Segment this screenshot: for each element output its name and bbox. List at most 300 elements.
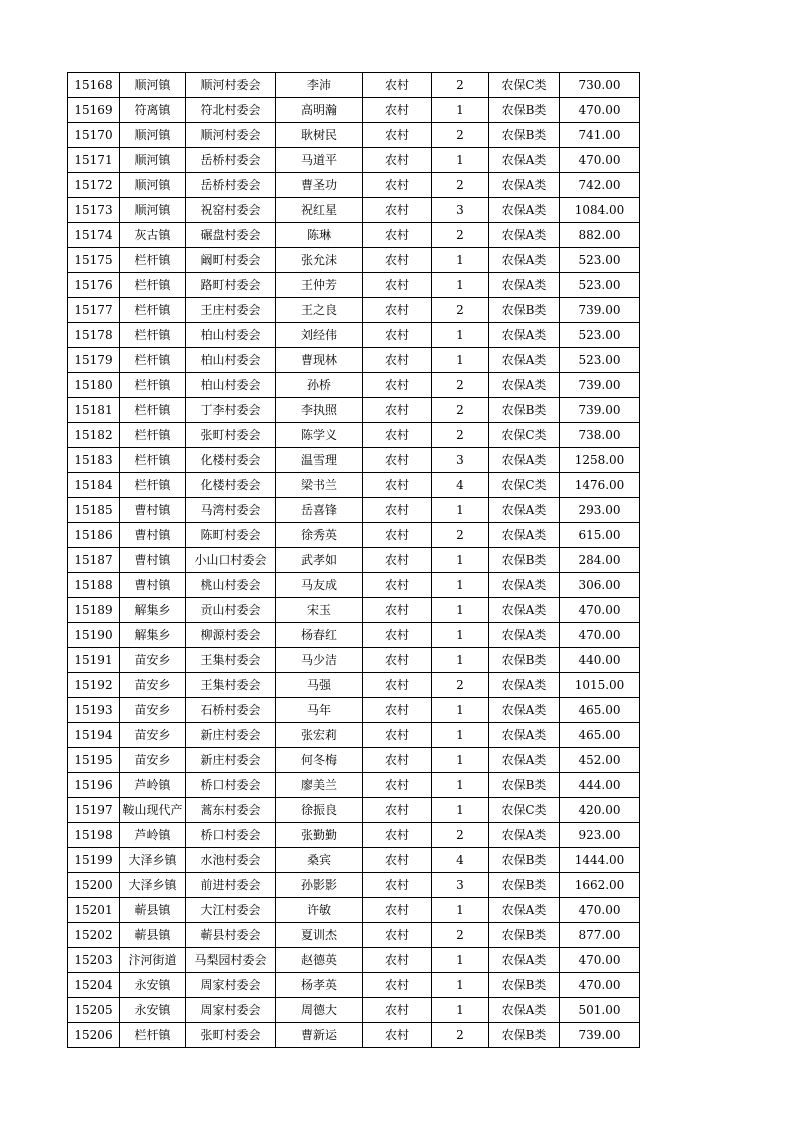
town-cell: 灰古镇 (120, 223, 186, 248)
table-row (68, 373, 640, 398)
amount-cell: 742.00 (560, 173, 640, 198)
village-committee-cell: 新庄村委会 (186, 723, 276, 748)
amount-cell: 293.00 (560, 498, 640, 523)
town-cell: 汴河街道 (120, 948, 186, 973)
record-id-cell: 15188 (68, 573, 120, 598)
record-id-cell: 15178 (68, 323, 120, 348)
village-committee-cell: 祝窑村委会 (186, 198, 276, 223)
record-id-cell: 15201 (68, 898, 120, 923)
person-name-cell: 廖美兰 (276, 773, 363, 798)
amount-cell: 1476.00 (560, 473, 640, 498)
table-row (68, 623, 640, 648)
household-count-cell: 2 (432, 123, 489, 148)
town-cell: 永安镇 (120, 998, 186, 1023)
person-name-cell: 温雪理 (276, 448, 363, 473)
table-row (68, 398, 640, 423)
table-row (68, 723, 640, 748)
table-row (68, 73, 640, 98)
household-count-cell: 1 (432, 573, 489, 598)
person-name-cell: 祝红星 (276, 198, 363, 223)
table-row (68, 123, 640, 148)
household-count-cell: 1 (432, 898, 489, 923)
person-name-cell: 马友成 (276, 573, 363, 598)
person-name-cell: 杨春红 (276, 623, 363, 648)
insurance-category-cell: 农保A类 (489, 523, 560, 548)
table-row (68, 998, 640, 1023)
table-row (68, 273, 640, 298)
town-cell: 曹村镇 (120, 498, 186, 523)
amount-cell: 452.00 (560, 748, 640, 773)
town-cell: 栏杆镇 (120, 423, 186, 448)
insurance-category-cell: 农保C类 (489, 798, 560, 823)
amount-cell: 501.00 (560, 998, 640, 1023)
record-id-cell: 15204 (68, 973, 120, 998)
insurance-category-cell: 农保B类 (489, 973, 560, 998)
village-committee-cell: 桃山村委会 (186, 573, 276, 598)
person-name-cell: 杨孝英 (276, 973, 363, 998)
area-type-cell: 农村 (363, 298, 432, 323)
table-row (68, 348, 640, 373)
area-type-cell: 农村 (363, 98, 432, 123)
insurance-category-cell: 农保A类 (489, 573, 560, 598)
record-id-cell: 15184 (68, 473, 120, 498)
town-cell: 苗安乡 (120, 748, 186, 773)
table-row (68, 873, 640, 898)
area-type-cell: 农村 (363, 648, 432, 673)
amount-cell: 923.00 (560, 823, 640, 848)
household-count-cell: 1 (432, 348, 489, 373)
table-row (68, 548, 640, 573)
town-cell: 大泽乡镇 (120, 848, 186, 873)
table-row (68, 248, 640, 273)
amount-cell: 465.00 (560, 723, 640, 748)
village-committee-cell: 符北村委会 (186, 98, 276, 123)
village-committee-cell: 小山口村委会 (186, 548, 276, 573)
table-row (68, 223, 640, 248)
table-row (68, 423, 640, 448)
insurance-category-cell: 农保A类 (489, 598, 560, 623)
amount-cell: 739.00 (560, 1023, 640, 1048)
area-type-cell: 农村 (363, 923, 432, 948)
area-type-cell: 农村 (363, 173, 432, 198)
household-count-cell: 2 (432, 423, 489, 448)
record-id-cell: 15185 (68, 498, 120, 523)
amount-cell: 470.00 (560, 623, 640, 648)
amount-cell: 470.00 (560, 148, 640, 173)
person-name-cell: 曹圣功 (276, 173, 363, 198)
insurance-category-cell: 农保B类 (489, 848, 560, 873)
village-committee-cell: 柳源村委会 (186, 623, 276, 648)
town-cell: 芦岭镇 (120, 823, 186, 848)
town-cell: 解集乡 (120, 623, 186, 648)
area-type-cell: 农村 (363, 823, 432, 848)
town-cell: 顺河镇 (120, 148, 186, 173)
village-committee-cell: 蕲县村委会 (186, 923, 276, 948)
insurance-category-cell: 农保A类 (489, 273, 560, 298)
village-committee-cell: 路町村委会 (186, 273, 276, 298)
town-cell: 永安镇 (120, 973, 186, 998)
record-id-cell: 15179 (68, 348, 120, 373)
insurance-category-cell: 农保A类 (489, 998, 560, 1023)
area-type-cell: 农村 (363, 873, 432, 898)
person-name-cell: 马道平 (276, 148, 363, 173)
area-type-cell: 农村 (363, 273, 432, 298)
village-committee-cell: 贡山村委会 (186, 598, 276, 623)
household-count-cell: 1 (432, 648, 489, 673)
area-type-cell: 农村 (363, 698, 432, 723)
area-type-cell: 农村 (363, 998, 432, 1023)
town-cell: 栏杆镇 (120, 348, 186, 373)
village-committee-cell: 大江村委会 (186, 898, 276, 923)
person-name-cell: 孙影影 (276, 873, 363, 898)
record-id-cell: 15173 (68, 198, 120, 223)
area-type-cell: 农村 (363, 723, 432, 748)
village-committee-cell: 化楼村委会 (186, 473, 276, 498)
amount-cell: 730.00 (560, 73, 640, 98)
town-cell: 曹村镇 (120, 523, 186, 548)
record-id-cell: 15192 (68, 673, 120, 698)
person-name-cell: 马年 (276, 698, 363, 723)
amount-cell: 739.00 (560, 398, 640, 423)
town-cell: 苗安乡 (120, 673, 186, 698)
amount-cell: 1662.00 (560, 873, 640, 898)
person-name-cell: 张勤勤 (276, 823, 363, 848)
table-row (68, 498, 640, 523)
village-committee-cell: 水池村委会 (186, 848, 276, 873)
person-name-cell: 刘经伟 (276, 323, 363, 348)
amount-cell: 877.00 (560, 923, 640, 948)
table-row (68, 198, 640, 223)
amount-cell: 1015.00 (560, 673, 640, 698)
record-id-cell: 15206 (68, 1023, 120, 1048)
insurance-category-cell: 农保B类 (489, 648, 560, 673)
insurance-category-cell: 农保A类 (489, 223, 560, 248)
area-type-cell: 农村 (363, 898, 432, 923)
record-id-cell: 15191 (68, 648, 120, 673)
area-type-cell: 农村 (363, 448, 432, 473)
area-type-cell: 农村 (363, 498, 432, 523)
person-name-cell: 李执照 (276, 398, 363, 423)
insurance-category-cell: 农保A类 (489, 173, 560, 198)
person-name-cell: 马少洁 (276, 648, 363, 673)
record-id-cell: 15203 (68, 948, 120, 973)
household-count-cell: 4 (432, 473, 489, 498)
amount-cell: 470.00 (560, 598, 640, 623)
table-row (68, 1023, 640, 1048)
household-count-cell: 2 (432, 398, 489, 423)
insurance-category-cell: 农保B类 (489, 548, 560, 573)
person-name-cell: 张允沫 (276, 248, 363, 273)
record-id-cell: 15176 (68, 273, 120, 298)
household-count-cell: 2 (432, 173, 489, 198)
amount-cell: 470.00 (560, 98, 640, 123)
household-count-cell: 1 (432, 323, 489, 348)
record-id-cell: 15205 (68, 998, 120, 1023)
village-committee-cell: 马湾村委会 (186, 498, 276, 523)
town-cell: 曹村镇 (120, 573, 186, 598)
insurance-category-cell: 农保B类 (489, 298, 560, 323)
insurance-category-cell: 农保B类 (489, 923, 560, 948)
town-cell: 栏杆镇 (120, 323, 186, 348)
village-committee-cell: 桥口村委会 (186, 773, 276, 798)
area-type-cell: 农村 (363, 798, 432, 823)
town-cell: 蕲县镇 (120, 898, 186, 923)
person-name-cell: 徐秀英 (276, 523, 363, 548)
table-row (68, 323, 640, 348)
insurance-category-cell: 农保C类 (489, 73, 560, 98)
village-committee-cell: 周家村委会 (186, 998, 276, 1023)
record-id-cell: 15168 (68, 73, 120, 98)
insurance-category-cell: 农保B类 (489, 1023, 560, 1048)
insurance-category-cell: 农保A类 (489, 373, 560, 398)
household-count-cell: 3 (432, 448, 489, 473)
household-count-cell: 1 (432, 973, 489, 998)
household-count-cell: 1 (432, 623, 489, 648)
insurance-category-cell: 农保A类 (489, 148, 560, 173)
town-cell: 栏杆镇 (120, 448, 186, 473)
household-count-cell: 1 (432, 948, 489, 973)
table-row (68, 523, 640, 548)
village-committee-cell: 新庄村委会 (186, 748, 276, 773)
household-count-cell: 1 (432, 698, 489, 723)
town-cell: 曹村镇 (120, 548, 186, 573)
person-name-cell: 陈学义 (276, 423, 363, 448)
area-type-cell: 农村 (363, 948, 432, 973)
insurance-category-cell: 农保A类 (489, 248, 560, 273)
area-type-cell: 农村 (363, 748, 432, 773)
person-name-cell: 桑宾 (276, 848, 363, 873)
area-type-cell: 农村 (363, 148, 432, 173)
insurance-category-cell: 农保A类 (489, 748, 560, 773)
table-body (68, 73, 640, 1048)
table-row (68, 648, 640, 673)
person-name-cell: 马强 (276, 673, 363, 698)
table-row (68, 698, 640, 723)
household-count-cell: 1 (432, 723, 489, 748)
person-name-cell: 夏训杰 (276, 923, 363, 948)
person-name-cell: 宋玉 (276, 598, 363, 623)
village-committee-cell: 王庄村委会 (186, 298, 276, 323)
village-committee-cell: 岳桥村委会 (186, 148, 276, 173)
table-row (68, 598, 640, 623)
record-id-cell: 15195 (68, 748, 120, 773)
town-cell: 苗安乡 (120, 648, 186, 673)
area-type-cell: 农村 (363, 573, 432, 598)
insurance-category-cell: 农保A类 (489, 723, 560, 748)
town-cell: 大泽乡镇 (120, 873, 186, 898)
town-cell: 苗安乡 (120, 723, 186, 748)
town-cell: 栏杆镇 (120, 248, 186, 273)
household-count-cell: 1 (432, 98, 489, 123)
record-id-cell: 15200 (68, 873, 120, 898)
town-cell: 顺河镇 (120, 198, 186, 223)
record-id-cell: 15193 (68, 698, 120, 723)
insurance-category-cell: 农保A类 (489, 323, 560, 348)
record-id-cell: 15180 (68, 373, 120, 398)
record-id-cell: 15187 (68, 548, 120, 573)
record-id-cell: 15175 (68, 248, 120, 273)
record-id-cell: 15172 (68, 173, 120, 198)
amount-cell: 470.00 (560, 948, 640, 973)
town-cell: 解集乡 (120, 598, 186, 623)
amount-cell: 523.00 (560, 348, 640, 373)
insurance-category-cell: 农保A类 (489, 948, 560, 973)
person-name-cell: 王之良 (276, 298, 363, 323)
person-name-cell: 许敏 (276, 898, 363, 923)
village-committee-cell: 张町村委会 (186, 1023, 276, 1048)
area-type-cell: 农村 (363, 973, 432, 998)
household-count-cell: 1 (432, 798, 489, 823)
table-row (68, 748, 640, 773)
household-count-cell: 1 (432, 548, 489, 573)
person-name-cell: 耿树民 (276, 123, 363, 148)
record-id-cell: 15182 (68, 423, 120, 448)
person-name-cell: 孙桥 (276, 373, 363, 398)
town-cell: 栏杆镇 (120, 1023, 186, 1048)
household-count-cell: 2 (432, 1023, 489, 1048)
table-row (68, 798, 640, 823)
household-count-cell: 3 (432, 198, 489, 223)
record-id-cell: 15198 (68, 823, 120, 848)
person-name-cell: 张宏莉 (276, 723, 363, 748)
table-row (68, 298, 640, 323)
record-id-cell: 15174 (68, 223, 120, 248)
area-type-cell: 农村 (363, 123, 432, 148)
village-committee-cell: 阚町村委会 (186, 248, 276, 273)
household-count-cell: 1 (432, 498, 489, 523)
village-committee-cell: 碾盘村委会 (186, 223, 276, 248)
person-name-cell: 高明瀚 (276, 98, 363, 123)
amount-cell: 615.00 (560, 523, 640, 548)
household-count-cell: 2 (432, 298, 489, 323)
village-committee-cell: 石桥村委会 (186, 698, 276, 723)
household-count-cell: 1 (432, 148, 489, 173)
person-name-cell: 何冬梅 (276, 748, 363, 773)
area-type-cell: 农村 (363, 323, 432, 348)
record-id-cell: 15190 (68, 623, 120, 648)
person-name-cell: 岳喜锋 (276, 498, 363, 523)
town-cell: 顺河镇 (120, 73, 186, 98)
amount-cell: 1258.00 (560, 448, 640, 473)
insurance-category-cell: 农保A类 (489, 673, 560, 698)
insurance-category-cell: 农保A类 (489, 823, 560, 848)
town-cell: 鞍山现代产 (120, 798, 186, 823)
person-name-cell: 梁书兰 (276, 473, 363, 498)
table-row (68, 673, 640, 698)
record-id-cell: 15194 (68, 723, 120, 748)
area-type-cell: 农村 (363, 473, 432, 498)
insurance-category-cell: 农保B类 (489, 773, 560, 798)
amount-cell: 444.00 (560, 773, 640, 798)
record-id-cell: 15183 (68, 448, 120, 473)
amount-cell: 738.00 (560, 423, 640, 448)
insurance-category-cell: 农保B类 (489, 98, 560, 123)
village-committee-cell: 王集村委会 (186, 648, 276, 673)
amount-cell: 882.00 (560, 223, 640, 248)
insurance-category-cell: 农保A类 (489, 698, 560, 723)
area-type-cell: 农村 (363, 73, 432, 98)
village-committee-cell: 马梨园村委会 (186, 948, 276, 973)
village-committee-cell: 张町村委会 (186, 423, 276, 448)
household-count-cell: 3 (432, 873, 489, 898)
person-name-cell: 周德大 (276, 998, 363, 1023)
table-row (68, 773, 640, 798)
area-type-cell: 农村 (363, 1023, 432, 1048)
insurance-category-cell: 农保C类 (489, 473, 560, 498)
household-count-cell: 2 (432, 673, 489, 698)
amount-cell: 1444.00 (560, 848, 640, 873)
town-cell: 芦岭镇 (120, 773, 186, 798)
insurance-category-cell: 农保A类 (489, 623, 560, 648)
amount-cell: 739.00 (560, 298, 640, 323)
area-type-cell: 农村 (363, 248, 432, 273)
table-row (68, 973, 640, 998)
town-cell: 栏杆镇 (120, 273, 186, 298)
village-committee-cell: 化楼村委会 (186, 448, 276, 473)
insurance-category-cell: 农保A类 (489, 348, 560, 373)
person-name-cell: 王仲芳 (276, 273, 363, 298)
village-committee-cell: 陈町村委会 (186, 523, 276, 548)
record-id-cell: 15169 (68, 98, 120, 123)
insurance-category-cell: 农保B类 (489, 123, 560, 148)
person-name-cell: 曹新运 (276, 1023, 363, 1048)
insurance-category-cell: 农保A类 (489, 448, 560, 473)
area-type-cell: 农村 (363, 523, 432, 548)
area-type-cell: 农村 (363, 848, 432, 873)
village-committee-cell: 前进村委会 (186, 873, 276, 898)
town-cell: 蕲县镇 (120, 923, 186, 948)
amount-cell: 420.00 (560, 798, 640, 823)
amount-cell: 440.00 (560, 648, 640, 673)
table-row (68, 473, 640, 498)
table-row (68, 573, 640, 598)
record-id-cell: 15177 (68, 298, 120, 323)
table-row (68, 148, 640, 173)
record-id-cell: 15186 (68, 523, 120, 548)
table-row (68, 948, 640, 973)
village-committee-cell: 蒿东村委会 (186, 798, 276, 823)
household-count-cell: 1 (432, 998, 489, 1023)
area-type-cell: 农村 (363, 673, 432, 698)
area-type-cell: 农村 (363, 348, 432, 373)
household-count-cell: 1 (432, 598, 489, 623)
area-type-cell: 农村 (363, 773, 432, 798)
village-committee-cell: 柏山村委会 (186, 323, 276, 348)
amount-cell: 470.00 (560, 973, 640, 998)
record-id-cell: 15181 (68, 398, 120, 423)
village-committee-cell: 顺河村委会 (186, 123, 276, 148)
household-count-cell: 2 (432, 523, 489, 548)
town-cell: 栏杆镇 (120, 298, 186, 323)
amount-cell: 284.00 (560, 548, 640, 573)
area-type-cell: 农村 (363, 548, 432, 573)
household-count-cell: 2 (432, 923, 489, 948)
household-count-cell: 4 (432, 848, 489, 873)
household-count-cell: 1 (432, 248, 489, 273)
town-cell: 符离镇 (120, 98, 186, 123)
insurance-category-cell: 农保C类 (489, 423, 560, 448)
amount-cell: 465.00 (560, 698, 640, 723)
insurance-category-cell: 农保A类 (489, 498, 560, 523)
amount-cell: 523.00 (560, 248, 640, 273)
insurance-category-cell: 农保B类 (489, 873, 560, 898)
amount-cell: 1084.00 (560, 198, 640, 223)
area-type-cell: 农村 (363, 398, 432, 423)
town-cell: 栏杆镇 (120, 398, 186, 423)
town-cell: 苗安乡 (120, 698, 186, 723)
table-row (68, 823, 640, 848)
area-type-cell: 农村 (363, 223, 432, 248)
